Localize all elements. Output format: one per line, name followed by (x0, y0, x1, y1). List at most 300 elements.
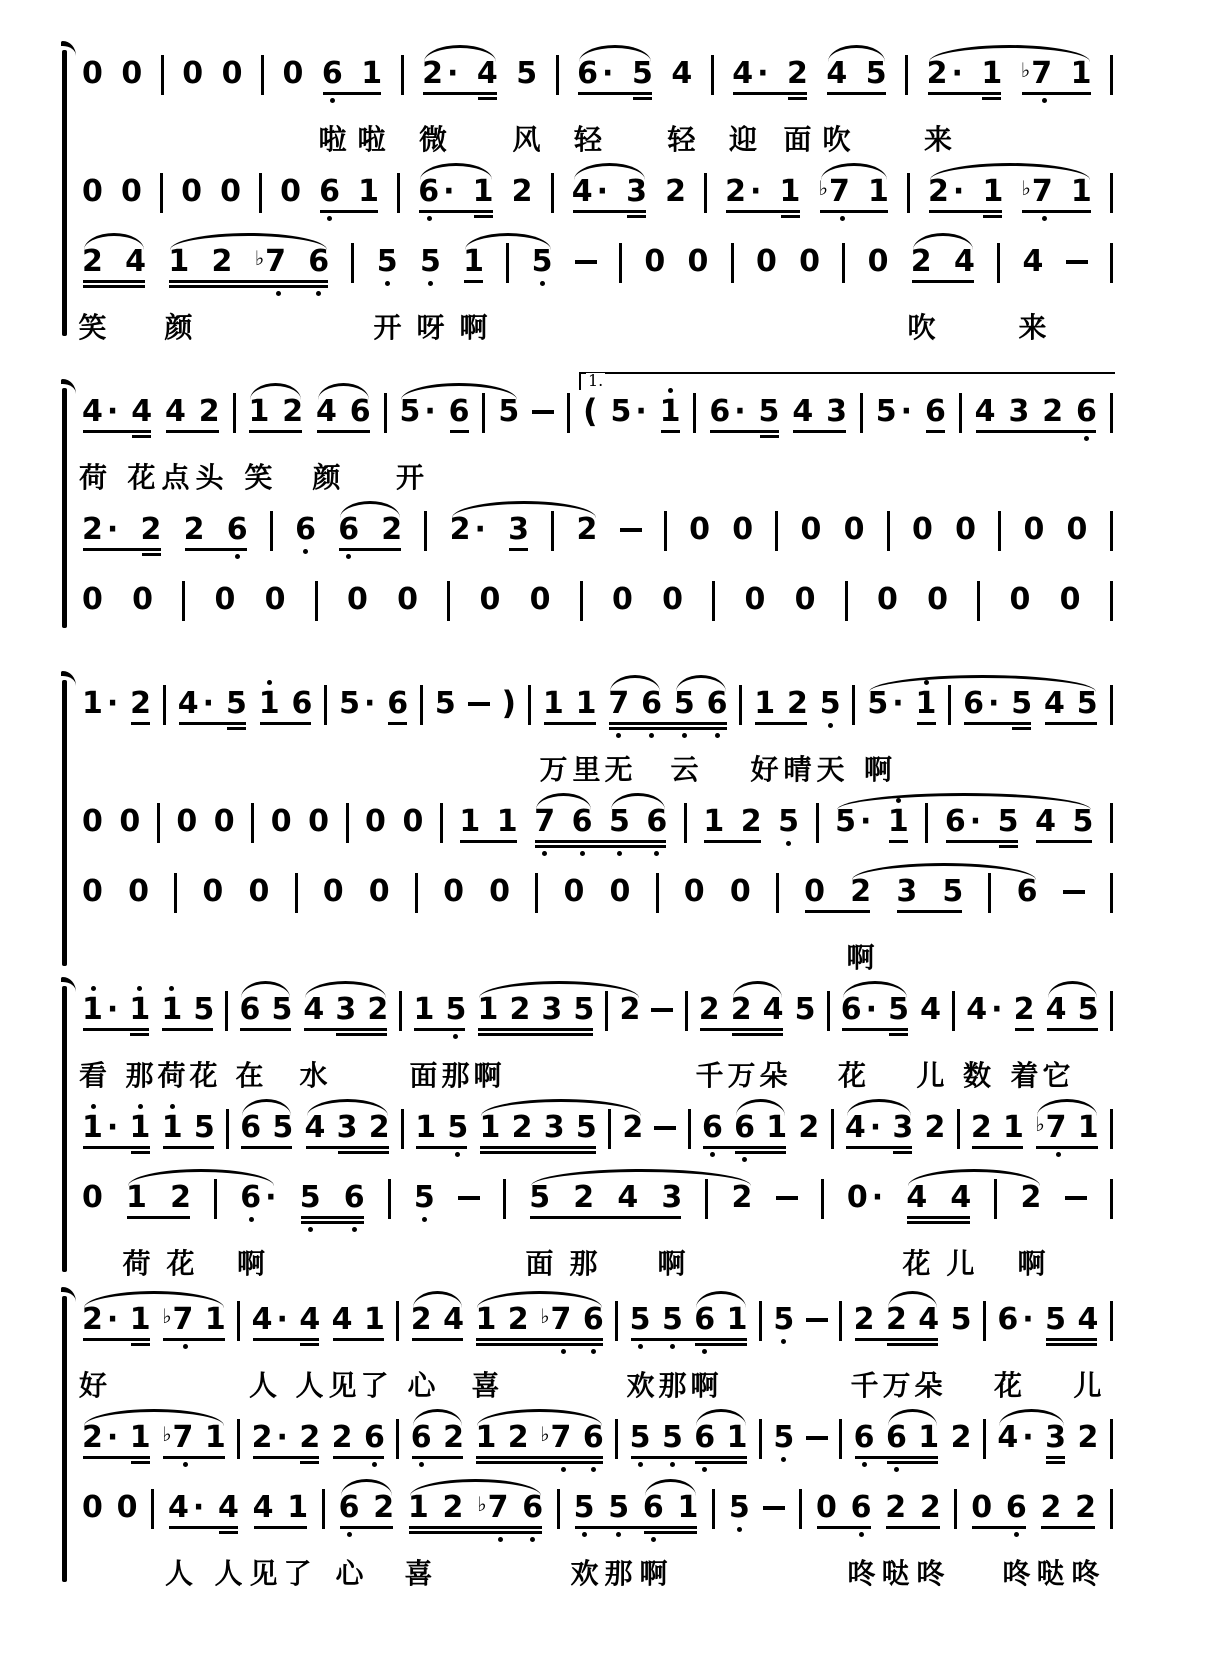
augmentation-dot: · (892, 686, 904, 721)
beam (855, 1456, 938, 1459)
rest: 0 (82, 56, 103, 91)
octave-dot-low (1056, 1152, 1061, 1157)
beam (240, 1028, 291, 1031)
beam (907, 1221, 970, 1224)
barline (998, 511, 1001, 551)
beam (130, 1033, 149, 1036)
augmentation-dot: · (106, 394, 119, 429)
note: 1 (364, 1302, 385, 1337)
duration-dash (651, 982, 673, 1038)
note: 2 (885, 1490, 907, 1525)
lyric-syllable: 花 (993, 1370, 1022, 1401)
beam (887, 1461, 938, 1464)
beam (912, 280, 974, 283)
beam (976, 430, 1096, 433)
note: ♭7 (818, 174, 850, 209)
lyric-syllable: 咚 (847, 1558, 876, 1589)
note: 6 (885, 1420, 907, 1455)
barline (954, 1489, 957, 1529)
note: 2 · (82, 1420, 119, 1455)
note: 2 (183, 512, 205, 547)
beam (1022, 92, 1091, 95)
lyric-syllable: 水 (299, 1060, 328, 1091)
note: 5 (271, 992, 293, 1027)
voice-line-1 (82, 676, 1113, 740)
augmentation-dot: · (363, 686, 376, 721)
rest: 0 (365, 804, 386, 839)
beam (999, 845, 1018, 848)
lyric-syllable: 人 (164, 1558, 193, 1589)
augmentation-dot: · (635, 394, 647, 429)
note: 4 (1045, 992, 1067, 1027)
octave-dot-low (654, 851, 659, 856)
beam (928, 92, 1001, 95)
barline (887, 511, 890, 551)
barline (440, 803, 443, 843)
beam (535, 840, 666, 843)
rest: 0 (248, 874, 270, 909)
note: 4 · (997, 1420, 1034, 1455)
note: 2 · (422, 56, 459, 91)
barline (656, 873, 659, 913)
voice-line-3 (82, 234, 1113, 298)
note: 5 (888, 992, 910, 1027)
note: 5 (629, 1420, 651, 1455)
note: 6 (338, 512, 360, 547)
note: 4 · (966, 992, 1003, 1027)
duration-dash (620, 502, 642, 558)
note: 5 · (867, 686, 904, 721)
volta-bracket (579, 372, 1115, 390)
note: 2 · (251, 1420, 288, 1455)
lyric-syllable: 晴 (783, 754, 812, 785)
note: 2 · (82, 1302, 119, 1337)
note: 2 (740, 804, 762, 839)
lyric-syllable: 风 (512, 124, 541, 155)
note: 1 (129, 1420, 151, 1455)
beam (817, 1526, 871, 1529)
lyric-syllable: 来 (923, 124, 952, 155)
note: 2 (576, 512, 598, 547)
augmentation-dot: · (869, 1110, 882, 1145)
lyric-syllable: 啊 (236, 1248, 265, 1279)
lyric-syllable: 吹 (822, 124, 851, 155)
beam (627, 215, 646, 218)
octave-dot-high (91, 1104, 96, 1109)
note: 2 (730, 992, 752, 1027)
voice-line-3 (82, 1480, 1113, 1544)
rest: 0 (116, 1490, 138, 1525)
barline (845, 581, 848, 621)
note: 5 (1072, 804, 1094, 839)
beam (131, 1151, 150, 1154)
note: 5 (629, 1302, 651, 1337)
lyric-syllable: 朵 (759, 1060, 788, 1091)
barline (1110, 1179, 1113, 1219)
lyric-syllable: 云 (670, 754, 699, 785)
dash-glyph (806, 1318, 828, 1322)
beam (219, 1531, 238, 1534)
octave-dot-low (616, 733, 621, 738)
augmentation-dot: · (900, 394, 913, 429)
lyric-syllable: 了 (360, 1370, 389, 1401)
note: 1 (1003, 1110, 1024, 1145)
barline (821, 1179, 824, 1219)
lyric-syllable: 荷 (78, 462, 107, 493)
note: 1 (754, 686, 776, 721)
duration-dash (1065, 1170, 1087, 1226)
barline (827, 991, 830, 1031)
note: 6 · (997, 1302, 1034, 1337)
note: 2 (786, 56, 808, 91)
note: 6 (319, 174, 341, 209)
beam (633, 97, 652, 100)
beam (926, 430, 945, 433)
augmentation-dot: · (734, 394, 746, 429)
beam (480, 1151, 596, 1154)
lyric-syllable: 荷 (122, 1248, 151, 1279)
note: 7 (534, 804, 556, 839)
rest: 0 (1023, 512, 1045, 547)
note: ♭7 (540, 1420, 572, 1455)
lyric-syllable: 啊 (863, 754, 892, 785)
note: 2 (910, 244, 932, 279)
lyric-syllable: 它 (1042, 1060, 1071, 1091)
duration-dash (458, 1170, 480, 1226)
beam (631, 1338, 747, 1341)
lyric-syllable: 无 (604, 754, 633, 785)
lyric-syllable: 那 (569, 1248, 598, 1279)
lyric-syllable: 头 (195, 462, 224, 493)
barline (384, 393, 387, 433)
beam (760, 435, 779, 438)
rest: 0 (182, 56, 204, 91)
note: 2 (367, 992, 389, 1027)
beam (889, 840, 908, 843)
beam (631, 1456, 747, 1459)
note: 2 (368, 1110, 390, 1145)
duration-dash (776, 1170, 798, 1226)
note: 1 (287, 1490, 309, 1525)
barline (535, 873, 538, 913)
voice-line-2 (82, 164, 1113, 228)
augmentation-dot: · (865, 992, 878, 1027)
beam (254, 1526, 307, 1529)
note: 2 (299, 1420, 321, 1455)
barline (1110, 511, 1113, 551)
note: 4 (1035, 804, 1056, 839)
lyric-syllable: 花 (837, 1060, 866, 1091)
beam (163, 1338, 225, 1341)
note: 1 (867, 174, 889, 209)
octave-dot-low (580, 851, 585, 856)
lyric-syllable: 呀 (416, 312, 445, 343)
beam (169, 280, 328, 283)
note: 1 (413, 992, 435, 1027)
note: 4 (950, 1180, 972, 1215)
note: 3 (892, 1110, 914, 1145)
octave-dot-low (894, 1467, 899, 1472)
barline (567, 393, 570, 433)
note: 2 (619, 992, 641, 1027)
slur (479, 981, 639, 998)
duration-dash (1066, 234, 1088, 290)
beam (169, 1526, 238, 1529)
note: 3 (896, 874, 918, 909)
note: 4 (218, 1490, 239, 1525)
lyric-syllable: 那 (125, 1060, 154, 1091)
beam (476, 1461, 603, 1464)
note: 5 (299, 1180, 321, 1215)
augmentation-dot: · (1022, 1302, 1034, 1337)
beam (575, 1526, 697, 1529)
barline (397, 173, 400, 213)
beam (917, 722, 936, 725)
barline (1110, 685, 1113, 725)
beam (781, 215, 800, 218)
barline (664, 511, 667, 551)
beam (142, 553, 161, 556)
note: 5 · (399, 394, 436, 429)
barline (759, 1301, 762, 1341)
note: 1 (542, 686, 564, 721)
octave-dot-high (137, 986, 142, 991)
rest: 0 (347, 582, 368, 617)
barline (351, 243, 354, 283)
rest: 0 (397, 582, 418, 617)
note: 1 (982, 174, 1004, 209)
barline (182, 581, 185, 621)
beam (132, 435, 151, 438)
rest: 0 (843, 512, 865, 547)
flat-sign: ♭ (1020, 58, 1031, 82)
lyric-syllable: 欢 (570, 1558, 599, 1589)
beam (695, 1343, 747, 1346)
lyric-syllable: 啊 (473, 1060, 502, 1091)
note: 5 (609, 804, 630, 839)
barline (151, 1489, 154, 1529)
note: 7 (608, 686, 630, 721)
octave-dot-low (316, 291, 321, 296)
barline (225, 991, 228, 1031)
beam (83, 285, 145, 288)
beam (509, 548, 528, 551)
rest: 0 (799, 244, 821, 279)
octave-dot-low (427, 216, 432, 221)
beam (1036, 840, 1092, 843)
rest: 0 (264, 582, 286, 617)
flat-sign: ♭ (1021, 176, 1031, 200)
note: 5 (950, 1302, 972, 1337)
slur (531, 1169, 751, 1186)
note: 2 (442, 1490, 464, 1525)
beam (644, 1531, 697, 1534)
rest: 0 (927, 582, 948, 617)
beam (609, 727, 727, 730)
note: 1 (463, 244, 484, 279)
note: 4 (303, 992, 325, 1027)
rest: 0 (1066, 512, 1088, 547)
beam (83, 548, 161, 551)
note: 3 (826, 394, 847, 429)
beam (893, 1151, 912, 1154)
lyric-syllable: 咚 (1071, 1558, 1100, 1589)
note: 6 · (944, 804, 982, 839)
barline (731, 243, 734, 283)
barline (237, 1419, 240, 1459)
beam (163, 1146, 214, 1149)
note: 4 · (251, 1302, 288, 1337)
beam (1012, 727, 1031, 730)
note: 6 (1076, 394, 1097, 429)
duration-dash (1063, 864, 1085, 920)
note: 2 (331, 1420, 353, 1455)
barline (1110, 1301, 1113, 1341)
octave-dot-low (1084, 436, 1089, 441)
note: 6 (646, 804, 668, 839)
note: 4 (125, 244, 147, 279)
note: ♭7 (540, 1302, 572, 1337)
note: 1 (168, 244, 190, 279)
note: 1 (258, 686, 280, 721)
octave-dot-low (327, 216, 332, 221)
octave-dot-low (742, 1157, 747, 1162)
barline (997, 243, 1000, 283)
note: 1 (204, 1302, 226, 1337)
note: 5 (1045, 1302, 1067, 1337)
note: 1 (161, 992, 183, 1027)
lyric-syllable: 花 (127, 462, 156, 493)
lyric-syllable: 啊 (690, 1370, 719, 1401)
augmentation-dot: · (424, 394, 436, 429)
beam (1036, 1146, 1098, 1149)
lyric-syllable: 颜 (164, 312, 193, 343)
barline (1110, 873, 1113, 913)
octave-dot-low (715, 733, 720, 738)
octave-dot-low (372, 1462, 377, 1467)
beam (820, 210, 888, 213)
note: 3 (661, 1180, 683, 1215)
barline (957, 1109, 960, 1149)
note: 2 (786, 686, 808, 721)
system-content (78, 982, 1113, 1280)
lyric-syllable: 里 (572, 754, 601, 785)
lyric-syllable: 千 (850, 1370, 879, 1401)
note: 1 (677, 1490, 699, 1525)
octave-dot-low (530, 1537, 535, 1542)
lyric-syllable: 心 (407, 1370, 436, 1401)
note: 4 (252, 1490, 274, 1525)
note: 6 (308, 244, 330, 279)
octave-dot-low (1042, 98, 1047, 103)
beam (530, 1216, 681, 1219)
beam (842, 1028, 908, 1031)
system-content (78, 371, 1113, 636)
beam (544, 722, 596, 725)
note: 4 · (82, 394, 119, 429)
lyric-syllable: 花 (902, 1248, 931, 1279)
note: 1 (248, 394, 270, 429)
barline (759, 1419, 762, 1459)
barline (1110, 1489, 1113, 1529)
note: 6 · (840, 992, 878, 1027)
note: 4 (617, 1180, 639, 1215)
octave-dot-high (170, 1104, 175, 1109)
beam (300, 1461, 319, 1464)
rest: 0 (270, 804, 292, 839)
barline (1110, 803, 1113, 843)
note: ♭7 (1021, 174, 1053, 209)
note: 5 (575, 1110, 597, 1145)
note: 1 (361, 56, 383, 91)
beam (412, 1456, 463, 1459)
note: 4 (792, 394, 814, 429)
note: 6 (1016, 874, 1038, 909)
note: 2 · (928, 174, 965, 209)
beam (480, 1146, 596, 1149)
barline (237, 1301, 240, 1341)
octave-dot-low (183, 1462, 188, 1467)
barline (905, 55, 908, 95)
note: 6 (694, 1302, 716, 1337)
system-brace (62, 680, 67, 966)
note: 2 (140, 512, 162, 547)
note: 2 (1075, 1490, 1096, 1525)
note: 5 (419, 244, 441, 279)
system-3 (82, 676, 1113, 974)
lyric-syllable: 见 (249, 1558, 278, 1589)
note: 1 (161, 1110, 183, 1145)
beam (185, 548, 247, 551)
beam (886, 1526, 940, 1529)
note: 5 (794, 992, 816, 1027)
lyric-syllable: 开 (395, 462, 424, 493)
rest: 0 (176, 804, 198, 839)
octave-dot-low (453, 1034, 458, 1039)
augmentation-dot: · (757, 56, 769, 91)
lyric-syllable: 喜 (404, 1558, 433, 1589)
lyric-syllable: 万 (882, 1370, 911, 1401)
dash-glyph (654, 1126, 676, 1130)
note: 1 (204, 1420, 226, 1455)
note: 2 (1013, 992, 1035, 1027)
lyric-row (82, 1550, 1113, 1590)
note: 4 · (732, 56, 769, 91)
note: ♭7 (477, 1490, 509, 1525)
rest: 0 (563, 874, 585, 909)
note: 3 (508, 512, 530, 547)
note: 4 (443, 1302, 464, 1337)
beam (409, 1526, 542, 1529)
note: 6 (338, 1490, 360, 1525)
lyric-syllable: 轻 (573, 124, 602, 155)
octave-dot-low (670, 1462, 675, 1467)
beam (982, 97, 1001, 100)
barline (420, 685, 423, 725)
barline (226, 1109, 229, 1149)
note: 2 (381, 512, 403, 547)
lyric-syllable: 啦 (357, 124, 386, 155)
voice-line-1 (82, 371, 1113, 448)
beam (609, 722, 727, 725)
note: 5 (661, 1420, 683, 1455)
beam (388, 722, 407, 725)
note: 1 (479, 1110, 501, 1145)
flat-sign: ♭ (540, 1422, 550, 1446)
note: 2 · (449, 512, 486, 547)
rest: 0 (755, 244, 777, 279)
rest: 0 (128, 874, 149, 909)
